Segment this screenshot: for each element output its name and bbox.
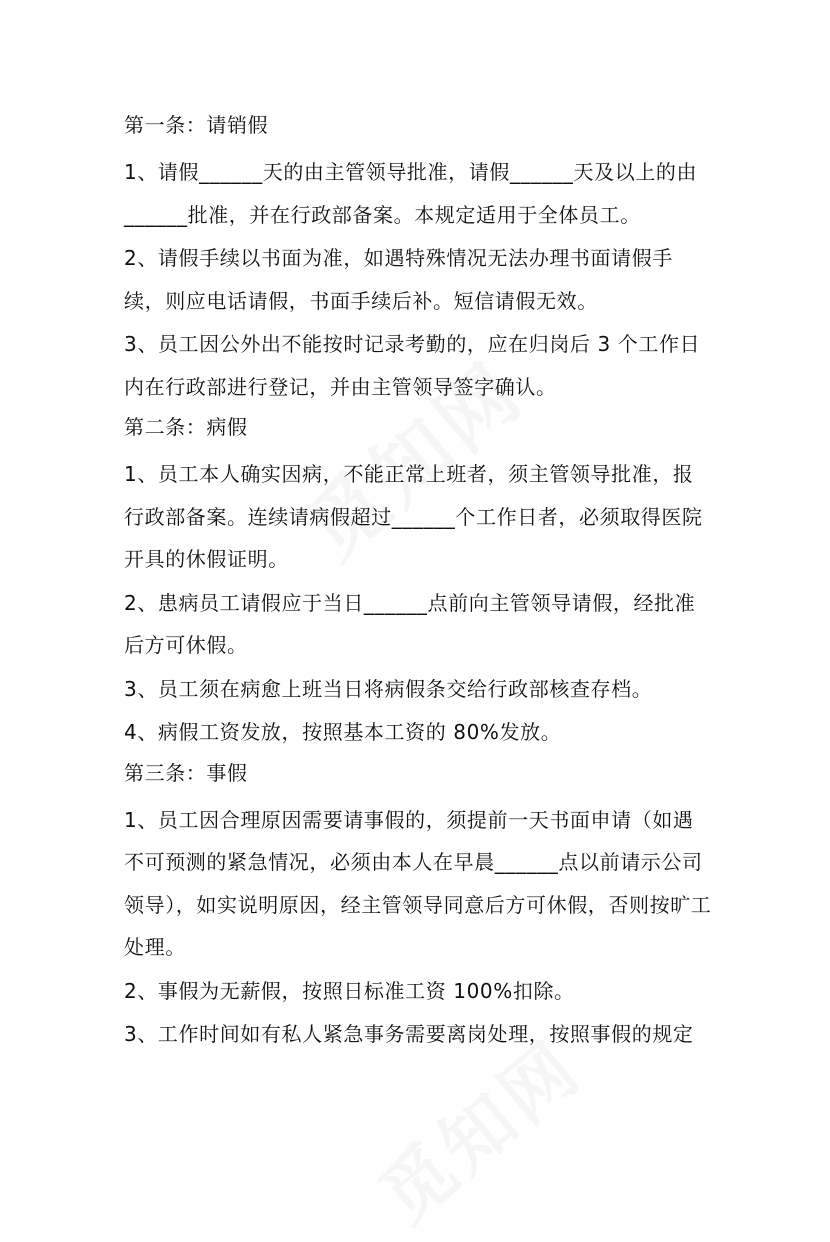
paragraph: 1、员工本人确实因病，不能正常上班者，须主管领导批准，报行政部备案。连续请病假超过______个工作日者，必须取得医院开具的休假证明。 [124,462,703,571]
document-body [124,107,714,1057]
paragraph: 2、患病员工请假应于当日______点前向主管领导请假，经批准后方可休假。 [124,590,696,657]
paragraph: 4、病假工资发放，按照基本工资的 80%发放。 [124,720,562,744]
paragraph: 2、请假手续以书面为准，如遇特殊情况无法办理书面请假手续，则应电话请假，书面手续后补。短信请假无效。 [124,246,673,313]
section-heading: 第二条：病假 [124,415,248,439]
paragraph: 3、员工须在病愈上班当日将病假条交给行政部核查存档。 [124,676,653,701]
section-heading: 第三条：事假 [124,760,248,785]
paragraph: 3、工作时间如有私人紧急事务需要离岗处理，按照事假的规定 [124,1022,694,1046]
paragraph: 1、请假______天的由主管领导批准，请假______天及以上的由______批准，并在行政部备案。本规定适用于全体员工。 [124,160,698,227]
paragraph: 2、事假为无薪假，按照日标准工资 100%扣除。 [124,978,575,1003]
paragraph: 1、员工因合理原因需要请事假的，须提前一天书面申请（如遇不可预测的紧急情况，必须由本人在早晨______点以前请示公司领导），如实说明原因，经主管领导同意后方可休假，否则按旷工处理。 [124,807,712,959]
section-heading: 第一条：请销假 [124,113,269,137]
paragraph: 3、员工因公外出不能按时记录考勤的，应在归岗后 3 个工作日内在行政部进行登记，并由主管领导签字确认。 [124,332,701,399]
